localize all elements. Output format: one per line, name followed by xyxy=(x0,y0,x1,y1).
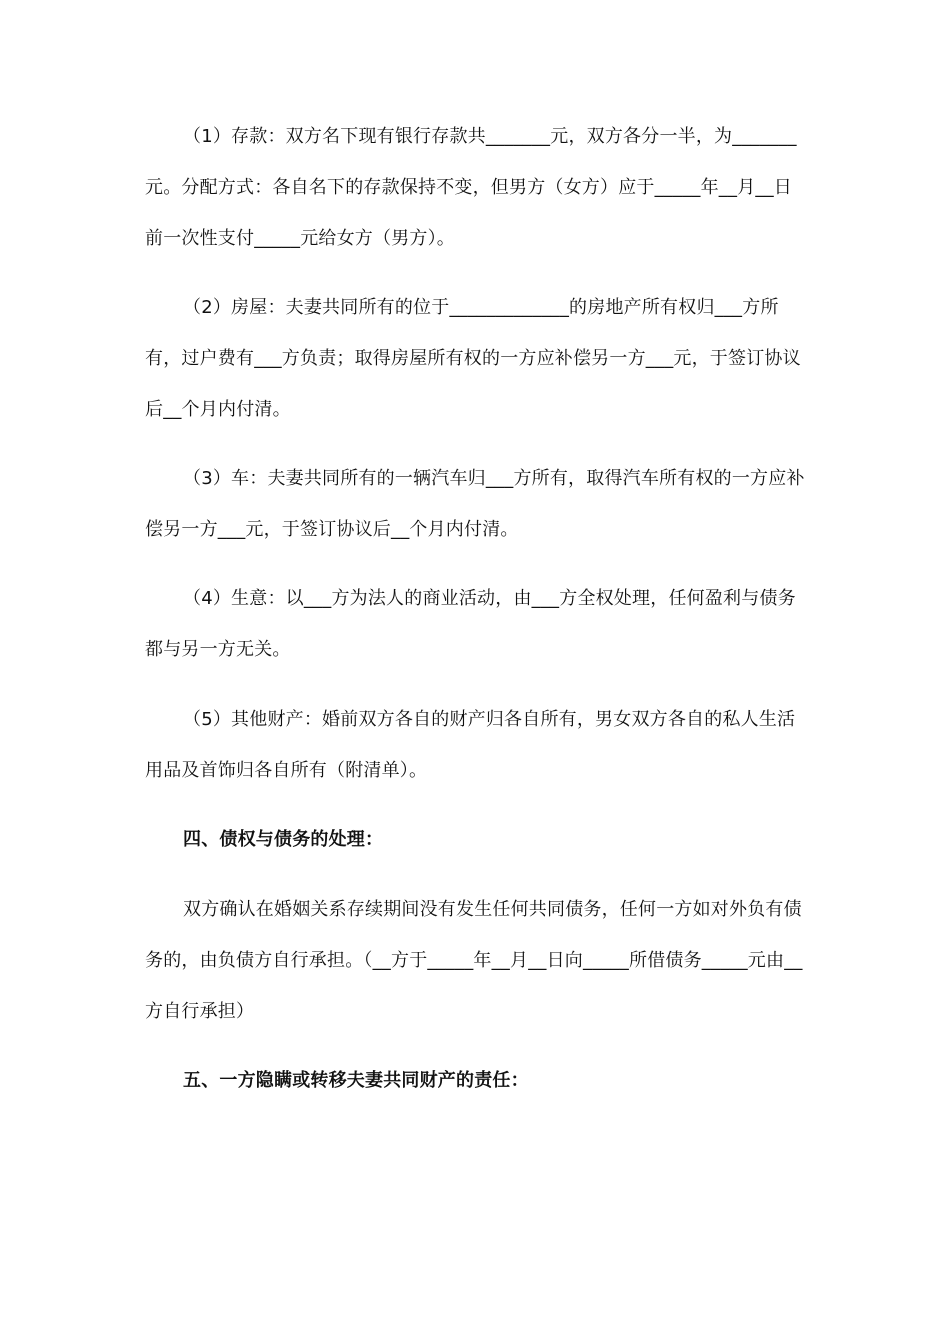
paragraph-house: （2）房屋：夫妻共同所有的位于_____________的房地产所有权归___方所有，过户费有___方负责；取得房屋所有权的一方应补偿另一方___元，于签订协议后__个月内付清。 xyxy=(145,297,801,420)
paragraph-debts: 双方确认在婚姻关系存续期间没有发生任何共同债务，任何一方如对外负有债务的，由负债方自行承担。（__方于_____年__月__日向_____所借债务_____元由__方自行承担） xyxy=(145,899,803,1022)
paragraph-car: （3）车：夫妻共同所有的一辆汽车归___方所有，取得汽车所有权的一方应补偿另一方___元，于签订协议后__个月内付清。 xyxy=(145,468,805,540)
section-heading-concealment: 五、一方隐瞒或转移夫妻共同财产的责任： xyxy=(183,1070,529,1091)
section-heading-debts: 四、债权与债务的处理： xyxy=(183,829,384,850)
paragraph-deposit: （1）存款：双方名下现有银行存款共_______元，双方各分一半，为_______元。分配方式：各自名下的存款保持不变，但男方（女方）应于_____年__月__日前一次性支付_____元给女方（男方）。 xyxy=(145,126,797,249)
paragraph-other-property: （5）其他财产：婚前双方各自的财产归各自所有，男女双方各自的私人生活用品及首饰归各自所有（附清单）。 xyxy=(145,709,796,781)
paragraph-business: （4）生意：以___方为法人的商业活动，由___方全权处理，任何盈利与债务都与另一方无关。 xyxy=(145,588,796,660)
